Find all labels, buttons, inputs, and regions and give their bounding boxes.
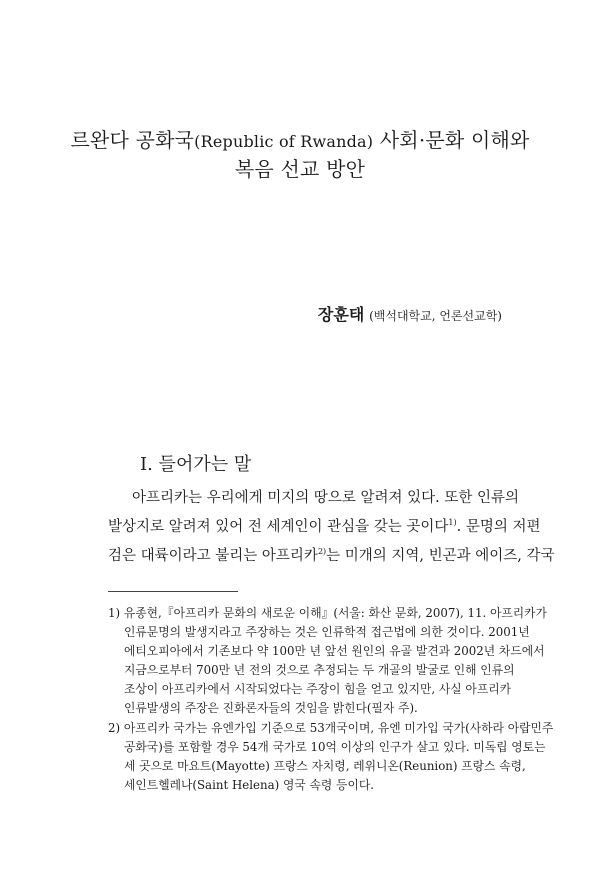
body-text: . 문명의 저편 (456, 519, 541, 535)
footnote-ref-1[interactable]: 1) (448, 518, 457, 528)
footnote-1-line: 조상이 아프리카에서 시작되었다는 주장이 힘을 얻고 있지만, 사실 아프리카 (124, 682, 512, 696)
footnote-1-line: 지금으로부터 700만 년 전의 것으로 추정되는 두 개골의 발굴로 인해 인류의 (124, 663, 515, 677)
body-text: 검은 대륙이라고 불리는 아프리카 (108, 548, 318, 564)
paper-title-line-2: 복음 선교 방안 (234, 157, 366, 181)
body-text: 발상지로 알려져 있어 전 세계인이 관심을 갖는 곳이다 (108, 519, 449, 535)
body-line-1: 아프리카는 우리에게 미지의 땅으로 알려져 있다. 또한 인류의 (132, 490, 520, 506)
footnote-1-line: 에티오피아에서 기존보다 약 100만 년 앞선 원인의 유골 발견과 2002년 차드에서 (124, 644, 545, 658)
author-name: 장훈태 (317, 305, 365, 324)
body-line-3 (108, 546, 555, 566)
footnote-ref-2[interactable]: 2) (317, 547, 327, 557)
body-text: 는 미개의 지역, 빈곤과 에이즈, 각국 (326, 548, 555, 564)
footnote-2-line: 2) 아프리카 국가는 유엔가입 기준으로 53개국이며, 유엔 미가입 국가(사하라 아랍민주 (108, 721, 554, 735)
footnote-2-line: 세인트헬레나(Saint Helena) 영국 속령 등이다. (124, 778, 374, 792)
footnote-divider (108, 591, 238, 592)
author-affiliation: (백석대학교, 언론선교학) (369, 309, 502, 323)
footnote-2-line: 세 곳으로 마요트(Mayotte) 프랑스 자치령, 레위니온(Reunion) 프랑스 속령, (124, 759, 526, 773)
footnote-2-line: 공화국)를 포함할 경우 54개 국가로 10억 이상의 인구가 살고 있다. 미독립 영토는 (124, 740, 546, 754)
title-latin-part: (Republic of Rwanda) (194, 132, 374, 151)
title-korean-tail: 사회·문화 이해와 (373, 128, 530, 152)
title-korean-part: 르완다 공화국 (70, 128, 195, 152)
body-line-2 (108, 517, 541, 537)
footnote-1-line: 1) 유종현,『아프리카 문화의 새로운 이해』(서울: 화산 문화, 2007), 11. 아프리카가 (108, 606, 547, 620)
section-heading: Ⅰ. 들어가는 말 (140, 454, 252, 475)
footnote-1-line: 인류문명의 발생지라고 주장하는 것은 인류학적 접근법에 의한 것이다. 2001년 (124, 625, 530, 639)
footnote-1-line: 인류발생의 주장은 진화론자들의 것임을 밝힌다(필자 주). (124, 701, 418, 715)
paper-title-line-1 (60, 127, 540, 155)
author-block (318, 302, 502, 325)
